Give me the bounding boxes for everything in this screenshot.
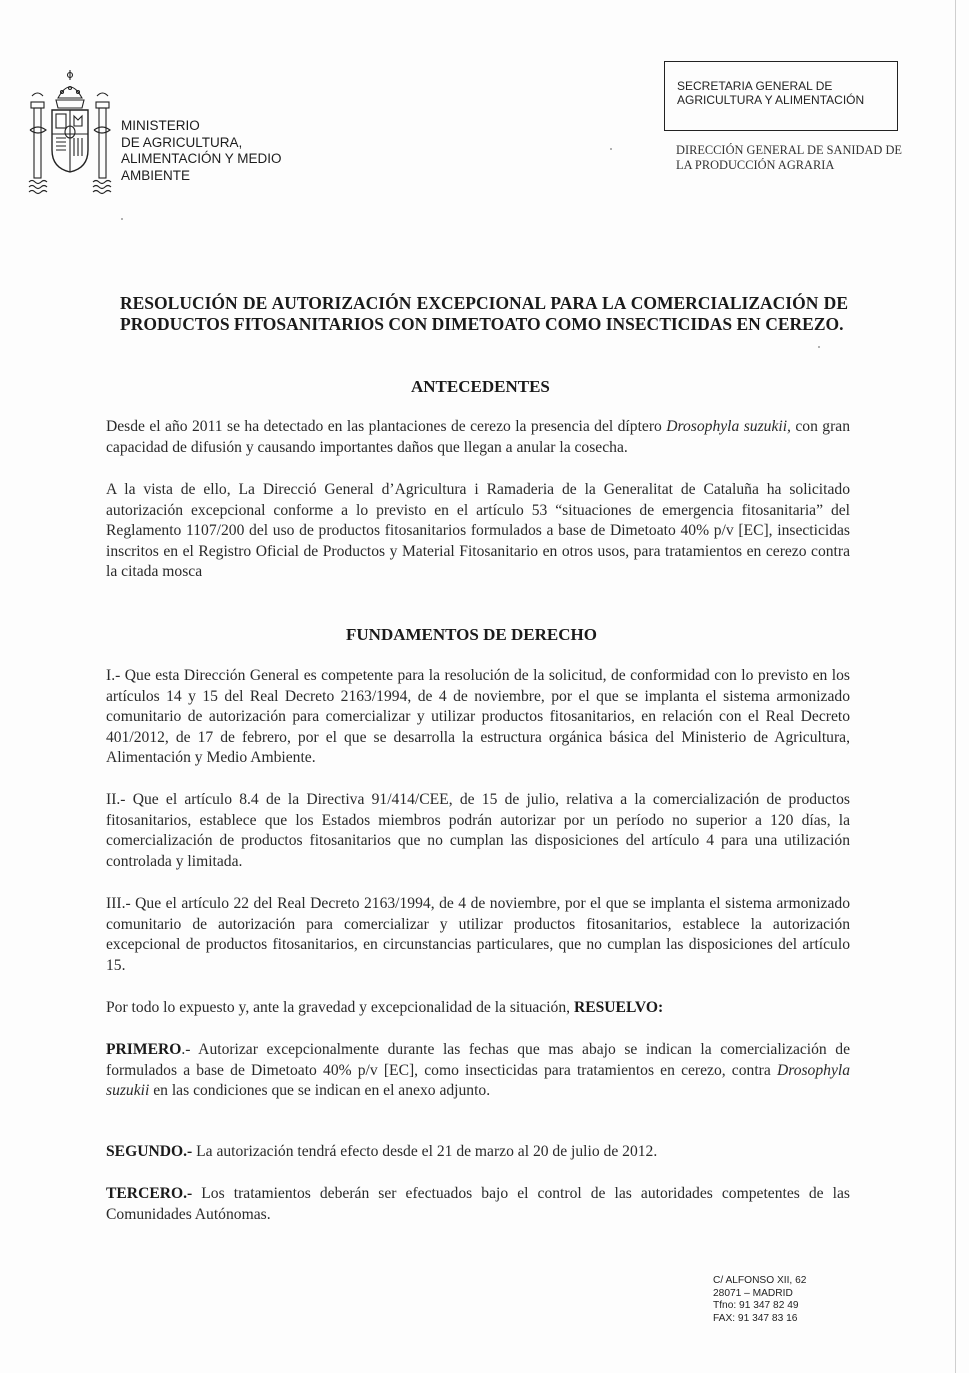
text-run: Por todo lo expuesto y, ante la gravedad y excepcionalidad de la situación,	[106, 999, 574, 1016]
fundamentos-heading: FUNDAMENTOS DE DERECHO	[346, 625, 597, 644]
resolucion-segundo	[106, 1142, 850, 1163]
address-line: Tfno: 91 347 82 49	[713, 1300, 799, 1311]
footer-address	[713, 1275, 806, 1325]
secretaria-general-box	[664, 61, 898, 131]
antecedentes-paragraph-2: A la vista de ello, La Direcció General d’Agricultura i Ramaderia de la Generalitat de Cataluña ha solicitado autorización excepcional conforme a lo previsto en el artículo 53 “situaciones de emergencia fitosanitaria” del Reglamento 1107/200 del uso de productos fitosanitarios formulados a base de Dimetoato 40% p/v [EC], insecticidas inscritos en el Registro Oficial de Productos y Material Fitosanitario en otros usos, para tratamientos en cerezo contra la citada mosca	[106, 481, 850, 581]
species-name: Drosophyla suzukii,	[666, 418, 791, 435]
scan-speck	[818, 346, 820, 348]
resolucion-primero	[106, 1040, 850, 1102]
fundamento-i: I.- Que esta Dirección General es competente para la resolución de la solicitud, de conformidad con lo previsto en los artículos 14 y 15 del Real Decreto 2163/1994, de 4 de noviembre, por el que se implanta el sistema armonizado comunitario de autorización para comercializar y utilizar productos fitosanitarios, en relación con el Real Decreto 401/2012, de 17 de febrero, por el que se desarrolla la estructura orgánica básica del Ministerio de Agricultura, Alimentación y Medio Ambiente.	[106, 667, 850, 767]
ministry-line: ALIMENTACIÓN Y MEDIO	[121, 151, 282, 166]
fundamento-ii: II.- Que el artículo 8.4 de la Directiva 91/414/CEE, de 15 de julio, relativa a la comercialización de productos fitosanitarios, establece que los Estados miembros podrán autorizar por un período no superior a 120 días, la comercialización de productos fitosanitarios que no cumplan las disposiciones del artículo 4 para una utilización controlada y limitada.	[106, 791, 850, 870]
direccion-line: LA PRODUCCIÓN AGRARIA	[676, 157, 835, 172]
address-line: FAX: 91 347 83 16	[713, 1312, 798, 1324]
direccion-general	[676, 143, 902, 172]
resuelvo-intro	[106, 998, 850, 1019]
scan-speck	[121, 218, 123, 220]
ministry-line: MINISTERIO	[121, 118, 200, 133]
text-run: con gran capacidad de difusión y causando importantes daños que llegan a anular la cosecha.	[106, 418, 851, 456]
ministry-line: AMBIENTE	[121, 167, 191, 183]
scan-edge-line	[955, 0, 956, 1373]
scan-speck	[610, 148, 612, 150]
text-run: Los tratamientos deberán ser efectuados bajo el control de las autoridades competentes de las Comunidades Autónomas.	[106, 1185, 850, 1223]
secretaria-line: AGRICULTURA Y ALIMENTACIÓN	[677, 92, 865, 107]
spain-coat-of-arms-logo	[28, 68, 112, 198]
direccion-line: DIRECCIÓN GENERAL DE SANIDAD DE	[676, 143, 902, 157]
tercero-label: TERCERO.-	[106, 1185, 193, 1202]
segundo-label: SEGUNDO.-	[106, 1143, 193, 1160]
text-run: en las condiciones que se indican en el anexo adjunto.	[149, 1082, 491, 1100]
ministry-line: DE AGRICULTURA,	[121, 134, 243, 150]
address-line: 28071 – MADRID	[713, 1287, 793, 1299]
secretaria-line: SECRETARIA GENERAL DE	[677, 79, 833, 93]
address-line: C/ ALFONSO XII, 62	[713, 1275, 807, 1286]
document-title: RESOLUCIÓN DE AUTORIZACIÓN EXCEPCIONAL PARA LA COMERCIALIZACIÓN DE PRODUCTOS FITOSANITARIOS CON DIMETOATO COMO INSECTICIDAS EN CEREZO.	[120, 293, 848, 334]
antecedentes-heading: ANTECEDENTES	[411, 377, 550, 396]
text-run: .- Autorizar excepcionalmente durante las fechas que mas abajo se indican la comercialización de formulados a base de Dimetoato 40% p/v [EC], como insecticidas para tratamientos en cerezo, contra	[106, 1041, 850, 1079]
resolucion-tercero	[106, 1184, 850, 1225]
text-run: La autorización tendrá efecto desde el 21 de marzo al 20 de julio de 2012.	[192, 1143, 658, 1160]
species-name: Drosophyla suzukii	[106, 1061, 850, 1100]
ministry-name	[121, 118, 282, 184]
primero-label: PRIMERO	[106, 1041, 182, 1058]
antecedentes-paragraph-1	[106, 417, 850, 458]
text-run: Desde el año 2011 se ha detectado en las plantaciones de cerezo la presencia del díptero	[106, 418, 667, 435]
resuelvo-label: RESUELVO:	[573, 999, 664, 1016]
fundamento-iii: III.- Que el artículo 22 del Real Decreto 2163/1994, de 4 de noviembre, por el que se implanta el sistema armonizado comunitario de autorización para comercializar y utilizar productos fitosanitarios, establece la autorización excepcional de productos fitosanitarios, en circunstancias particulares, que no cumplan las disposiciones del artículo 15.	[106, 895, 850, 974]
